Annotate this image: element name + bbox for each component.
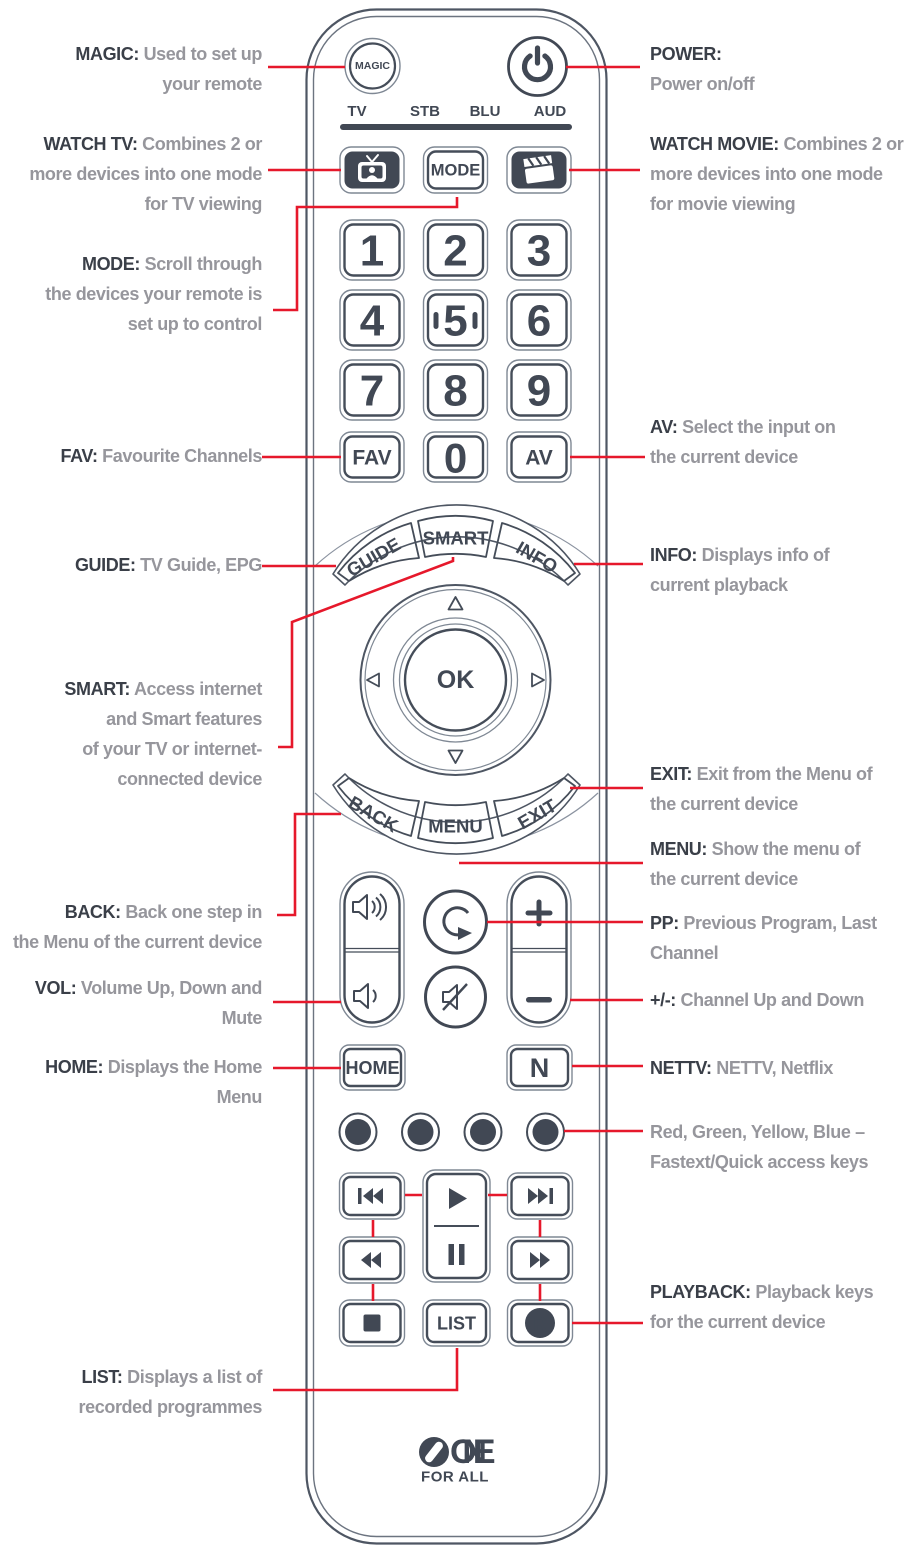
device-indicator-bar (340, 124, 572, 130)
annotation-av: AV: Select the input on the current device (650, 417, 836, 467)
ok-button[interactable] (400, 624, 512, 736)
annotation-fav: FAV: Favourite Channels (60, 446, 262, 466)
annotation-mode: MODE: Scroll through the devices your remote is set up to control (45, 254, 262, 334)
info-label: INFO (512, 536, 562, 578)
annotation-watch-tv: WATCH TV: Combines 2 or more devices into one mode for TV viewing (29, 134, 262, 214)
device-label-stb: STB (410, 103, 440, 120)
dpad[interactable] (361, 585, 551, 775)
av-label: AV (525, 446, 553, 470)
fastext-yellow-button[interactable] (465, 1114, 502, 1151)
stop-icon (364, 1315, 381, 1332)
watch-tv-button[interactable] (340, 147, 404, 193)
annotation-pp: PP: Previous Program, Last Channel (650, 913, 877, 963)
channel-down-icon (526, 997, 552, 1003)
digit-0: 0 (443, 434, 468, 482)
digit-7: 7 (359, 366, 385, 416)
back-label: BACK (345, 791, 402, 837)
device-label-tv: TV (347, 103, 367, 120)
digit-3: 3 (526, 226, 552, 276)
ok-label: OK (436, 666, 475, 694)
annotation-fastext: Red, Green, Yellow, Blue – Fastext/Quick access keys (650, 1122, 869, 1172)
menu-label: MENU (428, 815, 483, 837)
annotation-exit: EXIT: Exit from the Menu of the current device (650, 764, 873, 814)
fastext-red-button[interactable] (340, 1114, 377, 1151)
nettv-label: N (529, 1053, 550, 1083)
digit-8: 8 (443, 366, 468, 416)
watch-movie-icon (523, 155, 554, 184)
fav-label: FAV (352, 446, 392, 470)
digit-6: 6 (526, 296, 552, 346)
device-label-blu: BLU (469, 103, 501, 120)
digit-5: 5 (443, 296, 468, 346)
annotation-playback: PLAYBACK: Playback keys for the current device (650, 1282, 874, 1332)
digit-9: 9 (526, 366, 552, 416)
annotation-channel: +/-: Channel Up and Down (650, 990, 864, 1010)
annotation-vol: VOL: Volume Up, Down and Mute (34, 978, 262, 1028)
annotation-back: BACK: Back one step in the Menu of the current device (12, 902, 262, 952)
list-label: LIST (437, 1313, 476, 1334)
annotation-info: INFO: Displays info of current playback (650, 545, 830, 595)
annotation-smart: SMART: Access internet and Smart features of your TV or internet- connected device (64, 679, 262, 789)
guide-label: GUIDE (342, 533, 405, 581)
watch-movie-button[interactable] (507, 147, 571, 193)
device-label-aud: AUD (533, 103, 567, 120)
mode-label: MODE (430, 161, 481, 180)
record-label: R (533, 1314, 547, 1334)
digit-4: 4 (359, 296, 385, 346)
annotation-guide: GUIDE: TV Guide, EPG (74, 555, 262, 575)
smart-label: SMART (422, 527, 489, 549)
one-for-all-logo (419, 1433, 495, 1486)
exit-label: EXIT (513, 794, 561, 834)
annotation-home: HOME: Displays the Home Menu (45, 1057, 262, 1107)
logo-for-all: FOR ALL (421, 1468, 489, 1486)
digit-2: 2 (443, 226, 468, 276)
annotation-power: POWER: Power on/off (650, 44, 755, 94)
digit-1: 1 (359, 226, 385, 276)
fastext-green-button[interactable] (402, 1114, 439, 1151)
logo-one: ONE (450, 1433, 494, 1471)
annotation-magic: MAGIC: Used to set up your remote (75, 44, 262, 94)
annotation-nettv: NETTV: NETTV, Netflix (650, 1058, 833, 1078)
annotation-watch-movie: WATCH MOVIE: Combines 2 or more devices into one mode for movie viewing (650, 134, 904, 214)
remote-diagram (305, 8, 608, 1545)
magic-label: MAGIC (355, 60, 390, 72)
home-label: HOME (345, 1058, 400, 1078)
annotation-menu: MENU: Show the menu of the current device (650, 839, 861, 889)
fastext-blue-button[interactable] (527, 1114, 564, 1151)
annotation-list: LIST: Displays a list of recorded programmes (78, 1367, 262, 1417)
